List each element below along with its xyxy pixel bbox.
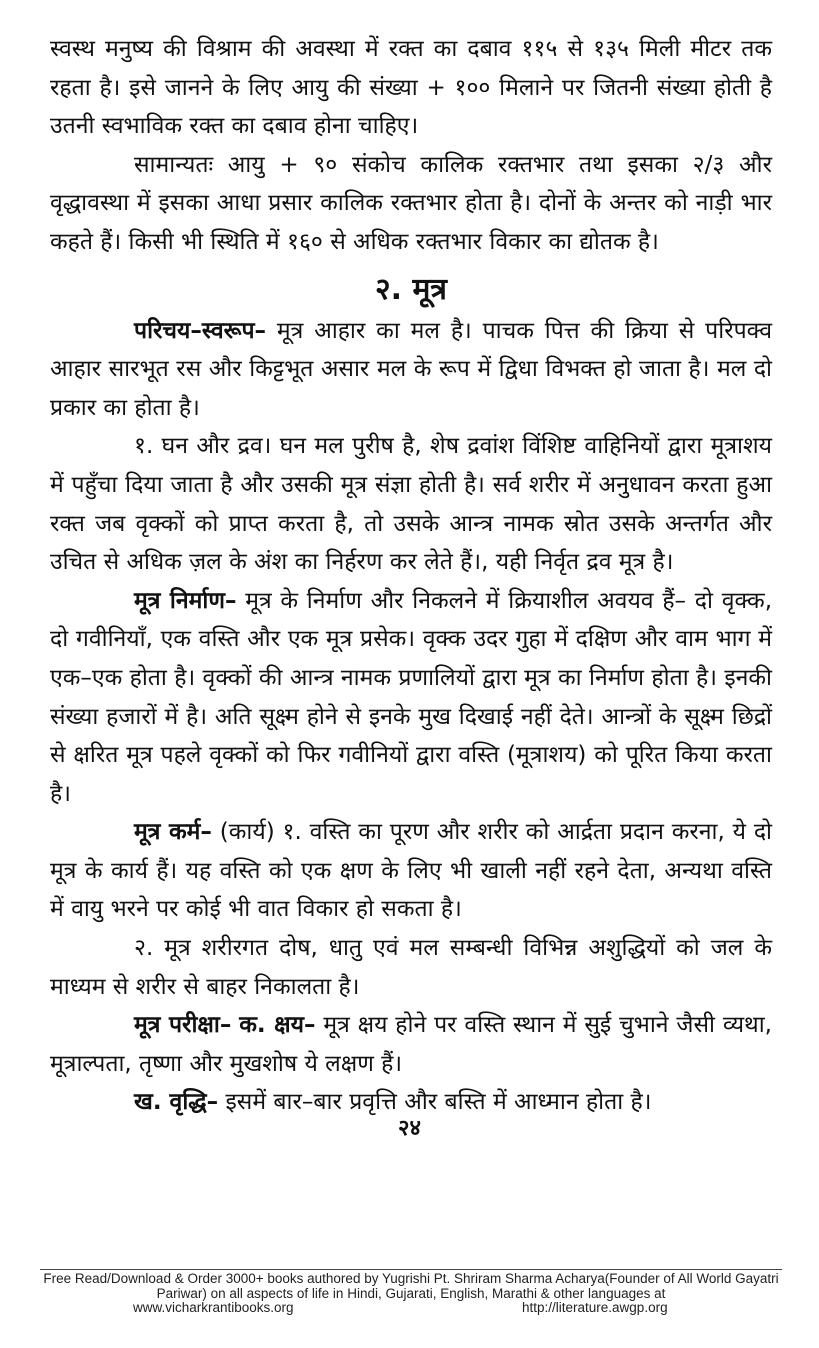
paragraph-urine-formation	[50, 582, 772, 814]
footer-divider	[40, 1269, 782, 1270]
paragraph-sublabel: क. क्षय–	[239, 1012, 316, 1039]
paragraph-urine-function	[50, 813, 772, 929]
paragraph-text: इसमें बार–बार प्रवृत्ति और बस्ति में आध्मान होता है।	[225, 1089, 652, 1116]
paragraph-label: मूत्र परीक्षा–	[134, 1012, 232, 1039]
paragraph-blood-pressure	[50, 30, 772, 146]
paragraph-excretion	[50, 929, 772, 1006]
paragraph-text: (कार्य) १. वस्ति का पूरण और शरीर को आर्द्रता प्रदान करना, ये दो मूत्र के कार्य हैं। यह वस्ति को एक क्षण के लिए भी खाली नहीं रहने देता, अन्यथा वस्ति में वायु भरने पर कोई भी वात विकार हो सकता है।	[50, 819, 773, 923]
section-heading: २. मूत्र	[375, 271, 447, 307]
paragraph-urine-test	[50, 1006, 772, 1083]
paragraph-text: मूत्र क्षय होने पर वस्ति स्थान में सुई चुभाने जैसी व्यथा, मूत्राल्पता, तृष्णा और मुखशोष ये लक्षण हैं।	[50, 1012, 772, 1077]
paragraph-introduction	[50, 312, 772, 428]
footer-link-vicharkranti[interactable]: www.vicharkrantibooks.org	[133, 1300, 294, 1315]
page-body	[50, 30, 772, 1122]
paragraph-label: ख. वृद्धि–	[134, 1089, 219, 1116]
paragraph-text: मूत्र आहार का मल है। पाचक पित्त की क्रिया से परिपक्व आहार सारभूत रस और किट्टभूत असार मल के रूप में द्विधा विभक्त हो जाता है। मल दो प्रकार का होता है।	[50, 317, 772, 421]
footer-notice: Free Read/Download & Order 3000+ books authored by Yugrishi Pt. Shriram Sharma Acharya(Founder of All World Gayatri Pariwar) on all aspects of life in Hindi, Gujarati, English, Marathi & other languages at	[43, 1271, 779, 1301]
paragraph-pulse-pressure	[50, 146, 772, 262]
paragraph-label: परिचय–स्वरूप–	[134, 317, 267, 344]
paragraph-text: सामान्यतः आयु + ९० संकोच कालिक रक्तभार तथा इसका २/३ और वृद्धावस्था में इसका आधा प्रसार कालिक रक्तभार होता है। दोनों के अन्तर को नाड़ी भार कहते हैं। किसी भी स्थिति में १६० से अधिक रक्तभार विकार का द्योतक है।	[50, 151, 772, 255]
paragraph-label: मूत्र कर्म–	[134, 819, 212, 846]
paragraph-solid-liquid	[50, 427, 772, 581]
paragraph-text: २. मूत्र शरीरगत दोष, धातु एवं मल सम्बन्धी विभिन्न अशुद्धियों को जल के माध्यम से शरीर से बाहर निकालता है।	[50, 935, 772, 1000]
footer-link-awgp[interactable]: http://literature.awgp.org	[522, 1300, 668, 1315]
paragraph-text: स्वस्थ मनुष्य की विश्राम की अवस्था में रक्त का दबाव ११५ से १३५ मिली मीटर तक रहता है। इसे जानने के लिए आयु की संख्या + १०० मिलाने पर जितनी संख्या होती है उतनी स्वभाविक रक्त का दबाव होना चाहिए।	[50, 36, 772, 140]
paragraph-text: १. घन और द्रव। घन मल पुरीष है, शेष द्रवांश विंशिष्ट वाहिनियों द्वारा मूत्राशय में पहुँचा दिया जाता है और उसकी मूत्र संज्ञा होती है। सर्व शरीर में अनुधावन करता हुआ रक्त जब वृक्कों को प्राप्त करता है, तो उसके आन्त्र नामक स्रोत उसके अन्तर्गत और उचित से अधिक ज़ल के अंश का निर्हरण कर लेते हैं।, यही निर्वृत द्रव मूत्र है।	[50, 433, 772, 576]
page-number: २४	[398, 1116, 421, 1141]
paragraph-label: मूत्र निर्माण–	[134, 587, 237, 614]
paragraph-text: मूत्र के निर्माण और निकलने में क्रियाशील अवयव हैं– दो वृक्क, दो गवीनियाँ, एक वस्ति और एक मूत्र प्रसेक। वृक्क उदर गुहा में दक्षिण और वाम भाग में एक–एक होता है। वृक्कों की आन्त्र नामक प्रणालियों द्वारा मूत्र का निर्माण होता है। इनकी संख्या हजारों में है। अति सूक्ष्म होने से इनके मुख दिखाई नहीं देते। आन्त्रों के सूक्ष्म छिद्रों से क्षरित मूत्र पहले वृक्कों को फिर गवीनियों द्वारा वस्ति (मूत्राशय) को पूरित किया करता है।	[50, 587, 772, 807]
